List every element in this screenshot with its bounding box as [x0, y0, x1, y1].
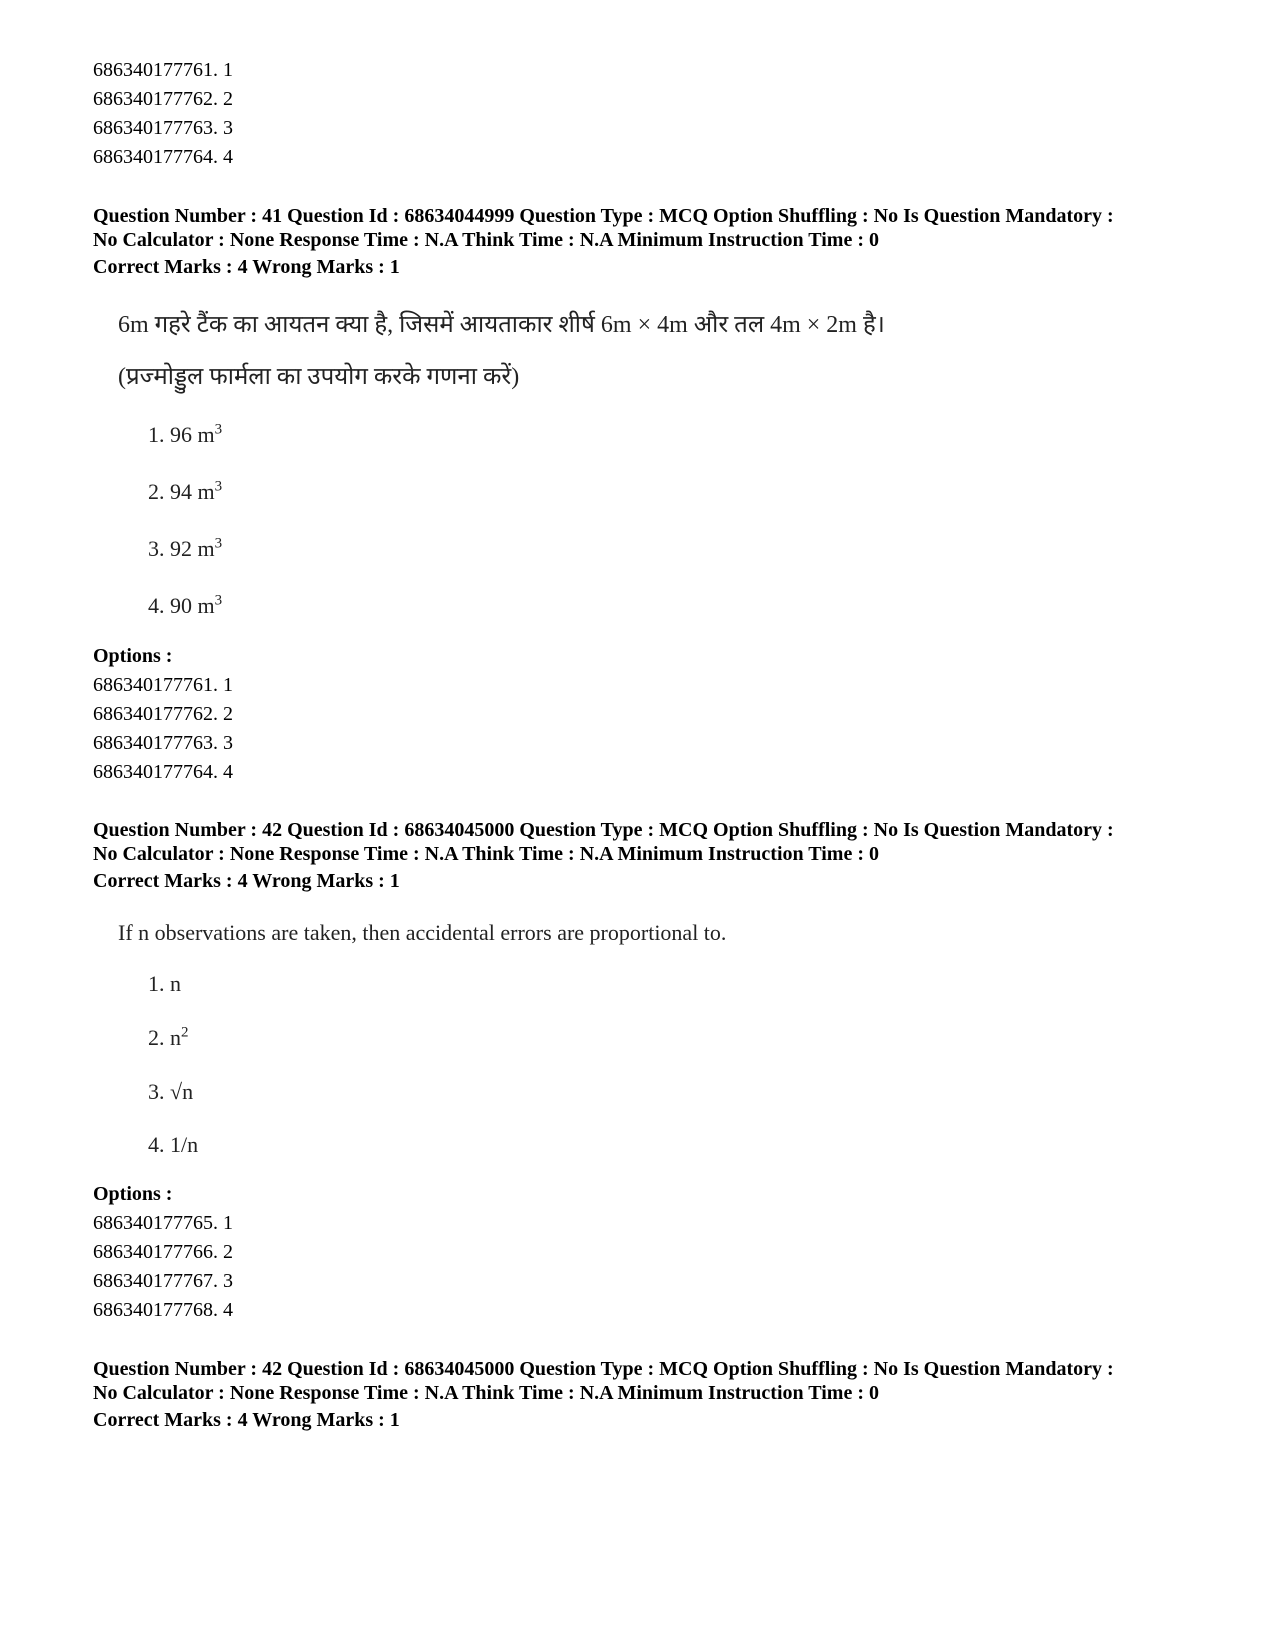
option-row: 686340177762. 2: [93, 703, 233, 725]
option-row: 686340177764. 4: [93, 146, 233, 168]
answer-choice: 2. $n^2$: [148, 1024, 189, 1050]
question-body: [118, 310, 885, 392]
question-text: 6m गहरे टैंक का आयतन क्या है, जिसमें आयताकार शीर्ष 6m × 4m और तल 4m × 2m है।: [118, 312, 885, 338]
question-block: [93, 1357, 1114, 1435]
option-row: 686340177761. 1: [93, 674, 233, 696]
answer-choice: 3. 92 $m^3$: [148, 535, 223, 561]
question-text: (प्रज्मोड्डुल फार्मला का उपयोग करके गणना करें): [118, 364, 520, 390]
answer-choices: [118, 970, 198, 1159]
question-meta: Question Number : 41 Question Id : 68634044999 Question Type : MCQ Option Shuffling : No Is Question Mandatory : No Calculator : None Response Time : N.A Think Time : N.A Minimum Instruction Time : 0: [93, 205, 1114, 251]
options-list: [93, 642, 233, 787]
question-marks: Correct Marks : 4 Wrong Marks : 1: [93, 1409, 400, 1431]
option-row: 686340177761. 1: [93, 59, 233, 81]
option-row: 686340177767. 3: [93, 1270, 233, 1292]
question-text: If n observations are taken, then accidental errors are proportional to.: [118, 920, 727, 945]
option-row: 686340177768. 4: [93, 1299, 233, 1321]
question-block: [93, 818, 1114, 896]
answer-choices: [118, 421, 222, 620]
answer-choice: 1. n: [148, 971, 181, 996]
question-meta: Question Number : 42 Question Id : 68634045000 Question Type : MCQ Option Shuffling : No Is Question Mandatory : No Calculator : None Response Time : N.A Think Time : N.A Minimum Instruction Time : 0: [93, 1358, 1114, 1404]
option-row: 686340177766. 2: [93, 1241, 233, 1263]
answer-choice: 2. 94 $m^3$: [148, 478, 223, 504]
question-marks: Correct Marks : 4 Wrong Marks : 1: [93, 256, 400, 278]
options-list-top: [93, 56, 233, 172]
options-heading: Options :: [93, 1183, 173, 1205]
option-row: 686340177762. 2: [93, 88, 233, 110]
option-row: 686340177763. 3: [93, 117, 233, 139]
options-heading: Options :: [93, 645, 173, 667]
option-row: 686340177765. 1: [93, 1212, 233, 1234]
answer-choice: 3. √n: [148, 1079, 194, 1104]
question-marks: Correct Marks : 4 Wrong Marks : 1: [93, 870, 400, 892]
options-list: [93, 1180, 233, 1325]
option-row: 686340177764. 4: [93, 761, 233, 783]
question-meta: Question Number : 42 Question Id : 68634045000 Question Type : MCQ Option Shuffling : No Is Question Mandatory : No Calculator : None Response Time : N.A Think Time : N.A Minimum Instruction Time : 0: [93, 819, 1114, 865]
answer-choice: 4. 1/n: [148, 1132, 199, 1157]
question-block: [93, 204, 1114, 282]
question-body: [118, 918, 726, 948]
answer-choice: 4. 90 $m^3$: [148, 592, 223, 618]
answer-choice: 1. 96 $m^3$: [148, 421, 223, 447]
option-row: 686340177763. 3: [93, 732, 233, 754]
